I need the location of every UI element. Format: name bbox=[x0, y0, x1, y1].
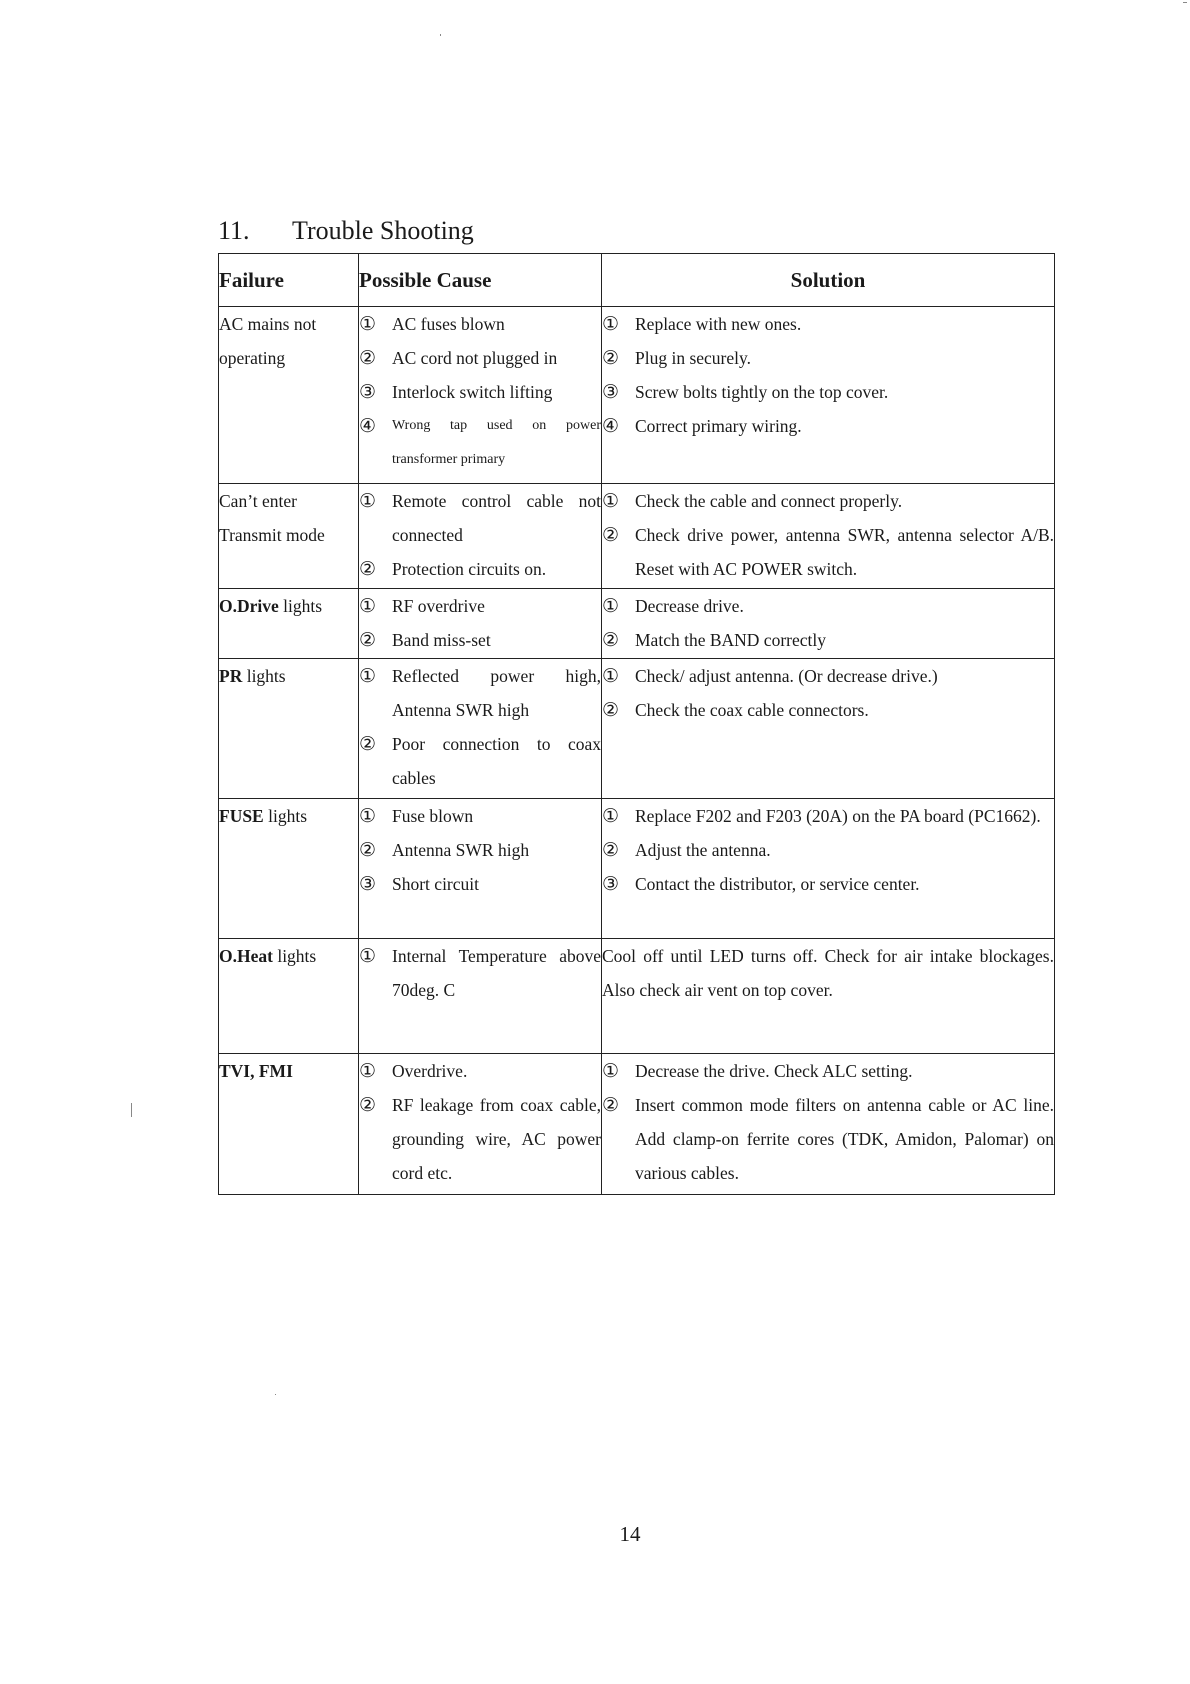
list-item: ① Check the cable and connect properly. bbox=[602, 490, 903, 512]
solution-cell bbox=[602, 307, 1055, 484]
list-item: ② RF leakage from coax cable, grounding wire, AC power cord etc. bbox=[359, 1094, 601, 1183]
list-item: ① AC fuses blown bbox=[359, 313, 505, 335]
table-row bbox=[219, 1054, 1055, 1195]
cause-cell bbox=[359, 1054, 602, 1195]
cause-cell bbox=[359, 484, 602, 589]
failure-cell: TVI, FMI bbox=[219, 1054, 359, 1195]
scan-speck bbox=[1183, 2, 1187, 3]
list-item: ② Plug in securely. bbox=[602, 347, 751, 369]
cause-cell bbox=[359, 799, 602, 939]
failure-cell: O.Heat lights bbox=[219, 939, 359, 1054]
list-item: ③ Short circuit bbox=[359, 873, 479, 895]
list-item: ① Reflected power high, Antenna SWR high bbox=[359, 665, 601, 720]
list-item: ② Protection circuits on. bbox=[359, 558, 547, 580]
list-item: ④ Wrong tap used on power transformer primary bbox=[359, 415, 601, 467]
list-item: ② Check the coax cable connectors. bbox=[602, 699, 869, 721]
solution-text: Cool off until LED turns off. Check for air intake blockages. Also check air vent on top cover. bbox=[602, 946, 1054, 1000]
scan-speck bbox=[275, 1394, 276, 1395]
list-item: ① Decrease the drive. Check ALC setting. bbox=[602, 1060, 913, 1082]
solution-cell bbox=[602, 659, 1055, 799]
list-item: ② Insert common mode filters on antenna cable or AC line. Add clamp-on ferrite cores (TDK, Amidon, Palomar) on various cables. bbox=[602, 1094, 1054, 1183]
table-row bbox=[219, 939, 1055, 1054]
failure-cell: AC mains not operating bbox=[219, 307, 359, 484]
table-row bbox=[219, 484, 1055, 589]
list-item: ③ Screw bolts tightly on the top cover. bbox=[602, 381, 889, 403]
list-item: ② AC cord not plugged in bbox=[359, 347, 558, 369]
list-item: ① RF overdrive bbox=[359, 595, 485, 617]
section-heading bbox=[218, 216, 474, 246]
cause-cell bbox=[359, 589, 602, 659]
list-item: ① Fuse blown bbox=[359, 805, 474, 827]
failure-cell: Can’t enter Transmit mode bbox=[219, 484, 359, 589]
list-item: ④ Correct primary wiring. bbox=[602, 415, 802, 437]
table-row bbox=[219, 307, 1055, 484]
header-solution: Solution bbox=[602, 254, 1055, 307]
list-item: ② Check drive power, antenna SWR, antenna selector A/B. Reset with AC POWER switch. bbox=[602, 524, 1054, 579]
list-item: ① Replace with new ones. bbox=[602, 313, 802, 335]
page-number: 14 bbox=[619, 1522, 641, 1546]
list-item: ① Remote control cable not connected bbox=[359, 490, 601, 545]
troubleshooting-table bbox=[218, 253, 1055, 1195]
header-possible-cause: Possible Cause bbox=[359, 254, 602, 307]
list-item: ① Replace F202 and F203 (20A) on the PA board (PC1662). bbox=[602, 805, 1041, 827]
list-item: ② Band miss-set bbox=[359, 629, 491, 651]
list-item: ① Overdrive. bbox=[359, 1060, 468, 1082]
solution-cell bbox=[602, 1054, 1055, 1195]
list-item: ② Antenna SWR high bbox=[359, 839, 530, 861]
list-item: ③ Interlock switch lifting bbox=[359, 381, 553, 403]
failure-cell: PR lights bbox=[219, 659, 359, 799]
cause-cell bbox=[359, 659, 602, 799]
failure-cell: O.Drive lights bbox=[219, 589, 359, 659]
header-row bbox=[219, 254, 1055, 307]
table-row bbox=[219, 589, 1055, 659]
section-number: 11. bbox=[218, 216, 250, 245]
header-failure: Failure bbox=[219, 254, 359, 307]
list-item: ① Check/ adjust antenna. (Or decrease drive.) bbox=[602, 665, 938, 687]
failure-cell: FUSE lights bbox=[219, 799, 359, 939]
list-item: ③ Contact the distributor, or service center. bbox=[602, 873, 920, 895]
solution-cell bbox=[602, 589, 1055, 659]
cause-cell bbox=[359, 307, 602, 484]
list-item: ② Poor connection to coax cables bbox=[359, 733, 601, 788]
list-item: ① Internal Temperature above 70deg. C bbox=[359, 945, 601, 1000]
list-item: ② Match the BAND correctly bbox=[602, 629, 826, 651]
solution-cell bbox=[602, 939, 1055, 1054]
solution-cell bbox=[602, 484, 1055, 589]
list-item: ① Decrease drive. bbox=[602, 595, 744, 617]
scan-speck bbox=[440, 34, 441, 36]
list-item: ② Adjust the antenna. bbox=[602, 839, 771, 861]
solution-cell bbox=[602, 799, 1055, 939]
cause-cell bbox=[359, 939, 602, 1054]
section-title: Trouble Shooting bbox=[292, 216, 474, 245]
table-row bbox=[219, 659, 1055, 799]
table-row bbox=[219, 799, 1055, 939]
scan-speck bbox=[131, 1103, 132, 1117]
